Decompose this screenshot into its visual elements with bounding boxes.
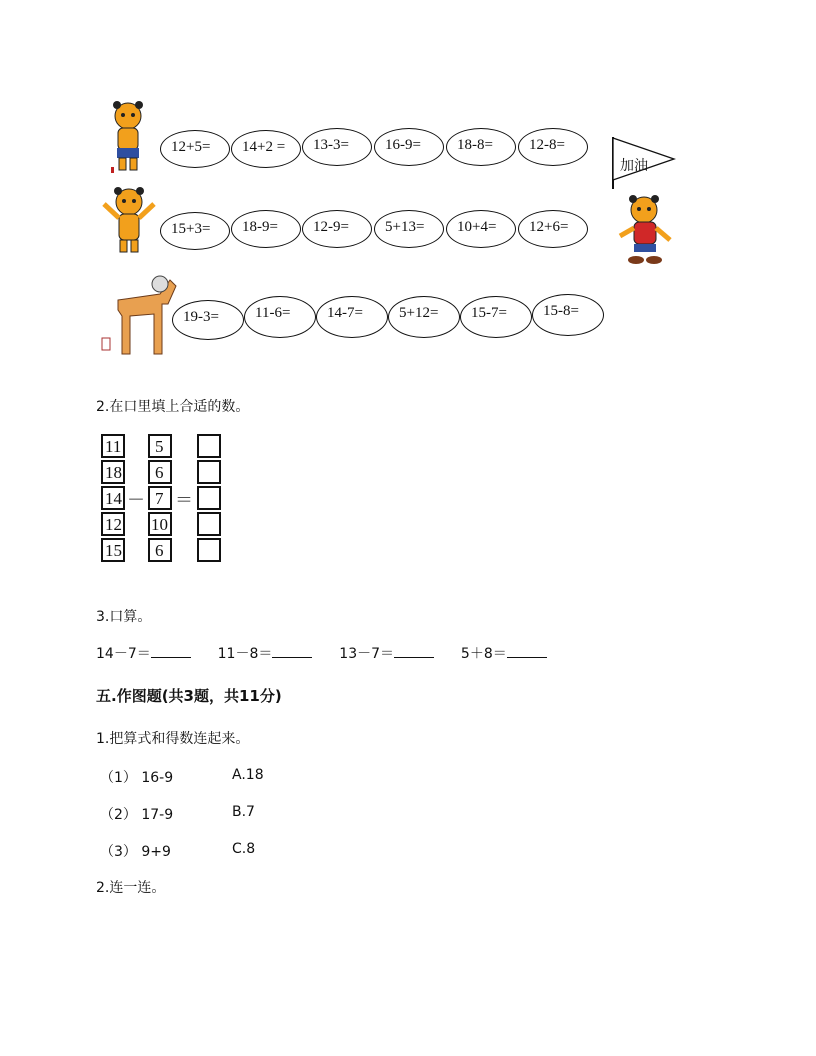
equation-text: 19-3=	[183, 309, 219, 325]
number-box	[148, 538, 172, 562]
question-3-title: 3.口算。	[96, 609, 152, 625]
number-box-value: 14	[105, 489, 122, 508]
equation-item[interactable]: （1） 16-9	[100, 770, 174, 786]
number-box-value: 15	[105, 541, 122, 560]
number-box	[148, 486, 172, 510]
number-box-value: 6	[155, 463, 164, 482]
equation-oval	[316, 296, 388, 338]
equation-oval	[172, 300, 244, 340]
equation-text: 12+5=	[171, 139, 211, 155]
number-box-value: 18	[105, 463, 122, 482]
answer-box[interactable]	[197, 434, 221, 458]
equation-text: 14+2 =	[242, 139, 286, 155]
equation-text: 5+12=	[399, 305, 439, 321]
equation-oval	[160, 130, 230, 168]
section5-question-2-title: 2.连一连。	[96, 880, 166, 896]
answer-box[interactable]	[197, 486, 221, 510]
equation-oval	[231, 130, 301, 168]
equation-oval	[231, 210, 301, 248]
tiger-illustration-middle-left	[100, 184, 158, 254]
equation-text: 18-9=	[242, 219, 278, 235]
minus-sign: －	[127, 490, 145, 510]
number-box	[101, 512, 125, 536]
equation-text: 15-7=	[471, 305, 507, 321]
mental-math-item: 11－8＝	[217, 646, 273, 662]
equation-oval	[532, 294, 604, 336]
flag-label: 加油	[620, 158, 648, 174]
result-item[interactable]: B.7	[232, 804, 255, 820]
tiger-illustration-top-left	[103, 98, 153, 174]
equation-text: 15+3=	[171, 221, 211, 237]
equation-oval	[374, 210, 444, 248]
equation-oval	[518, 128, 588, 166]
answer-blank[interactable]	[272, 645, 312, 658]
number-box	[148, 512, 172, 536]
horse-illustration	[100, 270, 180, 358]
equation-oval	[302, 128, 372, 166]
equation-text: 12-9=	[313, 219, 349, 235]
question-2-title: 2.在口里填上合适的数。	[96, 399, 250, 415]
equation-oval	[374, 128, 444, 166]
answer-box[interactable]	[197, 460, 221, 484]
section-heading: 五.作图题(共3题，共11分)	[96, 687, 282, 705]
answer-box[interactable]	[197, 512, 221, 536]
equation-text: 12+6=	[529, 219, 569, 235]
equals-sign: ＝	[175, 490, 193, 510]
answer-blank[interactable]	[507, 645, 547, 658]
equation-text: 14-7=	[327, 305, 363, 321]
equation-text: 10+4=	[457, 219, 497, 235]
number-box	[101, 538, 125, 562]
equation-oval	[244, 296, 316, 338]
number-box-value: 10	[151, 515, 168, 534]
equation-oval	[388, 296, 460, 338]
number-box-value: 11	[105, 437, 122, 456]
equation-text: 5+13=	[385, 219, 425, 235]
equation-item[interactable]: （3） 9+9	[100, 844, 171, 860]
equation-text: 13-3=	[313, 137, 349, 153]
answer-box[interactable]	[197, 538, 221, 562]
number-box	[101, 486, 125, 510]
answer-blank[interactable]	[151, 645, 191, 658]
number-box	[148, 460, 172, 484]
number-box	[148, 434, 172, 458]
tiger-illustration-right	[616, 192, 672, 266]
equation-text: 18-8=	[457, 137, 493, 153]
mental-math-row	[96, 643, 547, 663]
number-box-value: 6	[155, 541, 164, 560]
equation-oval	[160, 212, 230, 250]
equation-text: 12-8=	[529, 137, 565, 153]
equation-oval	[518, 210, 588, 248]
number-box	[101, 434, 125, 458]
equation-text: 15-8=	[543, 303, 579, 319]
mental-math-item: 14－7＝	[96, 646, 151, 662]
number-box	[101, 460, 125, 484]
equation-oval	[460, 296, 532, 338]
equation-oval	[446, 128, 516, 166]
answer-blank[interactable]	[394, 645, 434, 658]
equation-item[interactable]: （2） 17-9	[100, 807, 174, 823]
equation-oval	[302, 210, 372, 248]
result-item[interactable]: C.8	[232, 841, 256, 857]
equation-text: 11-6=	[255, 305, 291, 321]
number-box-value: 7	[155, 489, 164, 508]
equation-oval	[446, 210, 516, 248]
section5-question-1-title: 1.把算式和得数连起来。	[96, 731, 250, 747]
number-box-value: 12	[105, 515, 122, 534]
number-box-value: 5	[155, 437, 164, 456]
result-item[interactable]: A.18	[232, 767, 264, 783]
equation-text: 16-9=	[385, 137, 421, 153]
mental-math-item: 5＋8＝	[460, 646, 507, 662]
mental-math-item: 13－7＝	[339, 646, 395, 662]
